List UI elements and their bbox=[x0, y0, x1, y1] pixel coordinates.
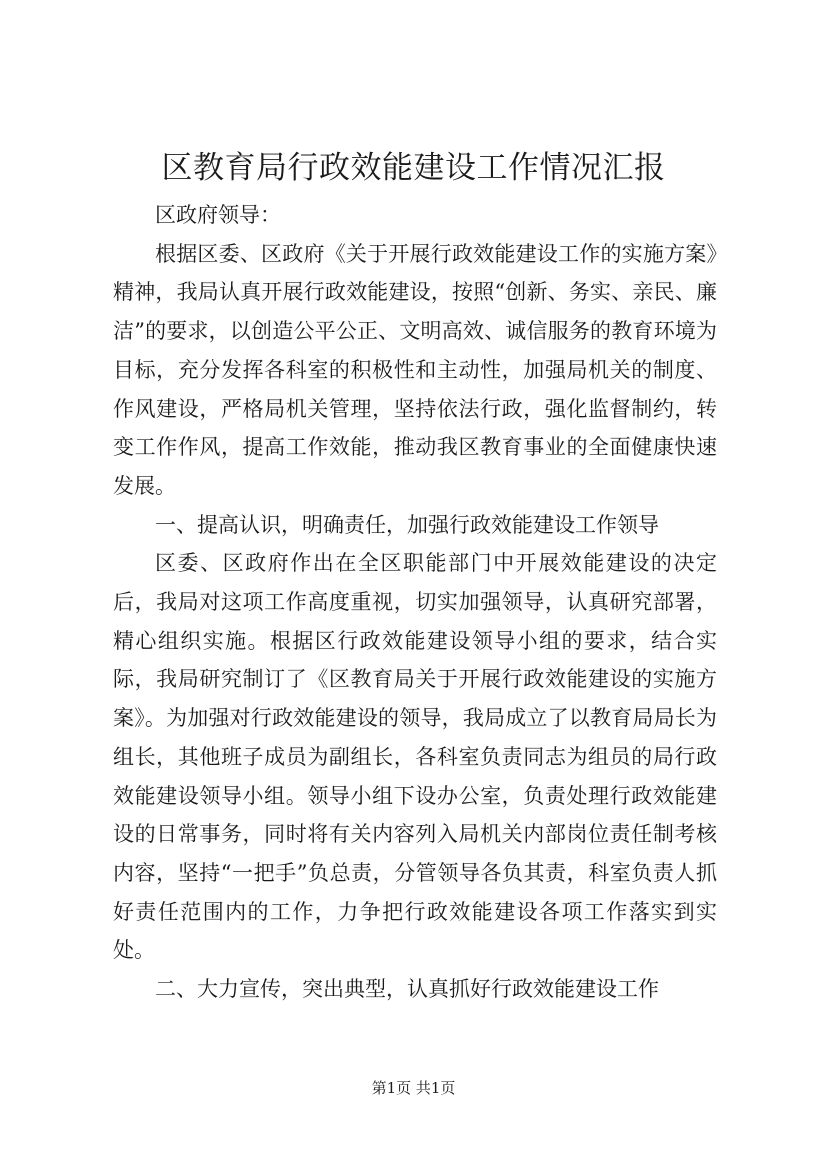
document-title: 区教育局行政效能建设工作情况汇报 bbox=[161, 150, 666, 186]
intro-paragraph: 根据区委、区政府《关于开展行政效能建设工作的实施方案》精神，我局认真开展行政效能建设，按照“创新、务实、亲民、廉洁”的要求，以创造公平公正、文明高效、诚信服务的教育环境为目标，充分发挥各科室的积极性和主动性，加强局机关的制度、作风建设，严格局机关管理，坚持依法行政，强化监督制约，转变工作作风，提高工作效能，推动我区教育事业的全面健康快速发展。 bbox=[113, 241, 717, 498]
salutation: 区政府领导： bbox=[155, 203, 281, 227]
section-1-paragraph: 区委、区政府作出在全区职能部门中开展效能建设的决定后，我局对这项工作高度重视，切实加强领导，认真研究部署，精心组织实施。根据区行政效能建设领导小组的要求，结合实际，我局研究制订了《区教育局关于开展行政效能建设的实施方案》。为加强对行政效能建设的领导，我局成立了以教育局局长为组长，其他班子成员为副组长，各科室负责同志为组员的局行政效能建设领导小组。领导小组下设办公室，负责处理行政效能建设的日常事务，同时将有关内容列入局机关内部岗位责任制考核内容，坚持“一把手”负总责，分管领导各负其责，科室负责人抓好责任范围内的工作，力争把行政效能建设各项工作落实到实处。 bbox=[113, 551, 717, 963]
document-body bbox=[113, 196, 717, 1009]
section-heading-1: 一、提高认识，明确责任，加强行政效能建设工作领导 bbox=[155, 512, 659, 537]
page-number-footer: 第1页 共1页 bbox=[371, 1079, 456, 1097]
section-heading-2: 二、大力宣传，突出典型，认真抓好行政效能建设工作 bbox=[155, 977, 659, 1002]
